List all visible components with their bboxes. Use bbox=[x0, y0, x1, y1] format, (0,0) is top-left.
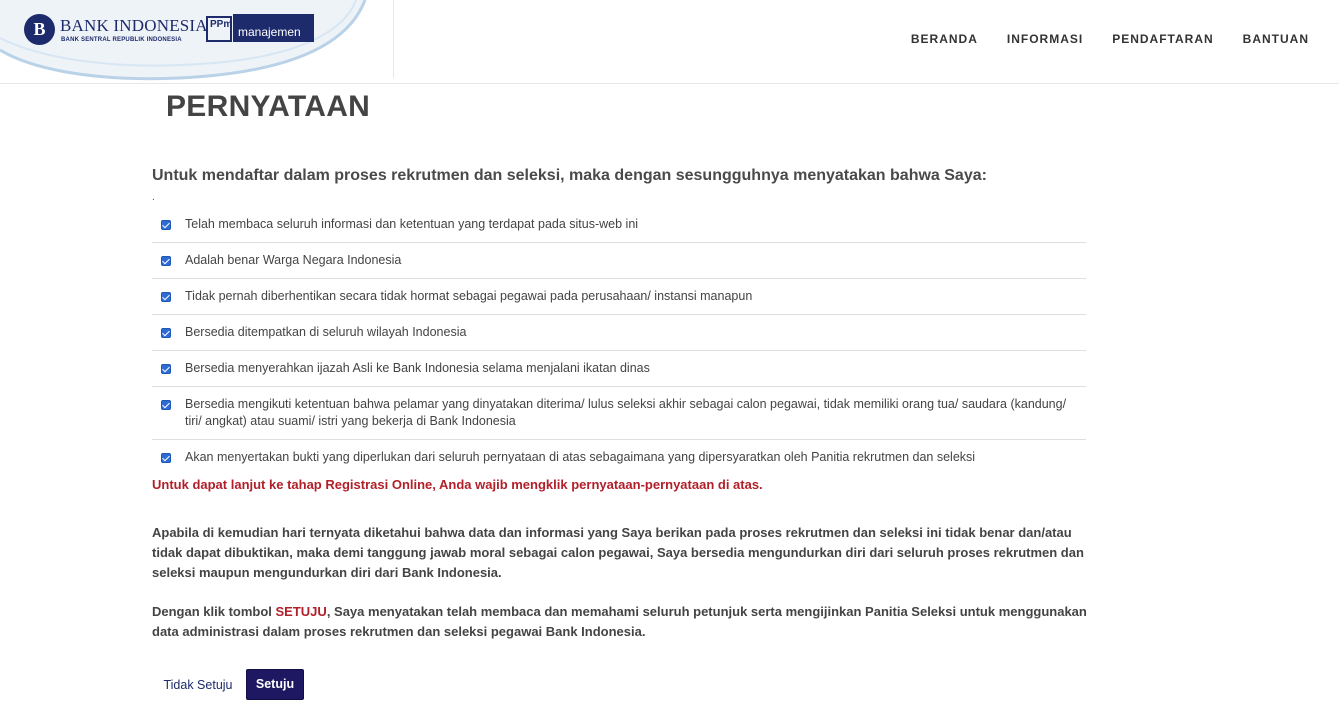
agreement-suffix: , Saya menyatakan telah membaca dan memahami seluruh petunjuk serta mengijinkan Panitia Seleksi untuk menggunakan data administrasi dalam proses rekrutmen dan seleksi pegawai Bank Indonesia. bbox=[152, 604, 1087, 639]
header-divider bbox=[393, 0, 394, 78]
page-title: PERNYATAAN bbox=[166, 90, 371, 123]
statement-text: Bersedia ditempatkan di seluruh wilayah Indonesia bbox=[185, 325, 467, 339]
statement-item[interactable] bbox=[152, 315, 1086, 351]
logo-area[interactable] bbox=[0, 0, 393, 84]
statement-item[interactable] bbox=[152, 440, 1086, 475]
nav-informasi[interactable]: INFORMASI bbox=[1006, 32, 1084, 46]
agreement-highlight: SETUJU bbox=[275, 604, 327, 619]
nav-pendaftaran[interactable]: PENDAFTARAN bbox=[1112, 32, 1214, 46]
statement-item[interactable] bbox=[152, 207, 1086, 243]
disclaimer-paragraph: Apabila di kemudian hari ternyata diketahui bahwa data dan informasi yang Saya berikan pada proses rekrutmen dan seleksi ini tidak benar dan/atau tidak dapat dibuktikan, maka demi tanggung jawab moral sebagai calon pegawai, Saya bersedia mengundurkan diri dari seluruh proses rekrutmen dan seleksi maupun mengundurkan diri dari Bank Indonesia. bbox=[152, 525, 1084, 580]
ppm-manajemen-wordmark: manajemen bbox=[233, 14, 314, 42]
statement-text: Adalah benar Warga Negara Indonesia bbox=[185, 253, 402, 267]
statement-text: Tidak pernah diberhentikan secara tidak hormat sebagai pegawai pada perusahaan/ instansi manapun bbox=[185, 289, 753, 303]
bank-indonesia-subtitle: BANK SENTRAL REPUBLIK INDONESIA bbox=[61, 37, 182, 43]
main-nav bbox=[882, 32, 1309, 46]
statement-text: Bersedia menyerahkan ijazah Asli ke Bank Indonesia selama menjalani ikatan dinas bbox=[185, 361, 650, 375]
disagree-button[interactable]: Tidak Setuju bbox=[152, 670, 244, 700]
bank-indonesia-emblem-icon: B bbox=[24, 14, 55, 45]
agreement-paragraph bbox=[152, 602, 1092, 642]
bank-indonesia-wordmark: BANK INDONESIA bbox=[60, 16, 208, 35]
statement-checkbox[interactable] bbox=[161, 292, 171, 302]
nav-beranda[interactable]: BERANDA bbox=[910, 32, 978, 46]
ppm-logo-mark: PPm bbox=[206, 16, 232, 42]
intro-dot: . bbox=[152, 192, 155, 203]
statement-list bbox=[152, 207, 1086, 475]
site-header bbox=[0, 0, 1339, 84]
statement-item[interactable] bbox=[152, 351, 1086, 387]
statement-checkbox[interactable] bbox=[161, 364, 171, 374]
statement-text: Akan menyertakan bukti yang diperlukan dari seluruh pernyataan di atas sebagaimana yang dipersyaratkan oleh Panitia rekrutmen dan seleksi bbox=[185, 450, 976, 464]
logo-swoosh-graphic bbox=[0, 0, 393, 84]
statement-item[interactable] bbox=[152, 387, 1086, 440]
statement-checkbox[interactable] bbox=[161, 453, 171, 463]
statement-text: Telah membaca seluruh informasi dan ketentuan yang terdapat pada situs-web ini bbox=[185, 217, 639, 231]
statement-checkbox[interactable] bbox=[161, 220, 171, 230]
warning-text: Untuk dapat lanjut ke tahap Registrasi Online, Anda wajib mengklik pernyataan-pernyataan di atas. bbox=[152, 477, 763, 492]
statement-checkbox[interactable] bbox=[161, 256, 171, 266]
statement-checkbox[interactable] bbox=[161, 328, 171, 338]
agreement-prefix: Dengan klik tombol bbox=[152, 604, 276, 619]
agree-button[interactable]: Setuju bbox=[246, 669, 304, 700]
statement-item[interactable] bbox=[152, 279, 1086, 315]
statement-text: Bersedia mengikuti ketentuan bahwa pelamar yang dinyatakan diterima/ lulus seleksi akhir sebagai calon pegawai, tidak memiliki orang tua/ saudara (kandung/ tiri/ angkat) atau suami/ istri yang bekerja di Bank Indonesia bbox=[185, 397, 1067, 428]
statement-checkbox[interactable] bbox=[161, 400, 171, 410]
statement-item[interactable] bbox=[152, 243, 1086, 279]
nav-bantuan[interactable]: BANTUAN bbox=[1242, 32, 1309, 46]
intro-text: Untuk mendaftar dalam proses rekrutmen dan seleksi, maka dengan sesungguhnya menyatakan bahwa Saya: bbox=[152, 167, 987, 184]
